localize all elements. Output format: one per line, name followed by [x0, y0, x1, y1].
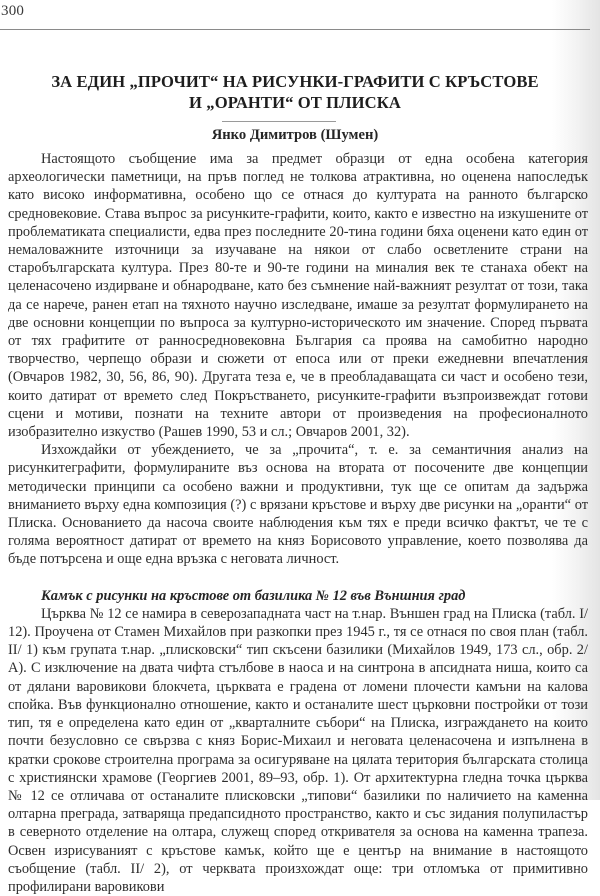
section-heading: Камък с рисунки на кръстове от базилика № 12 във Външния град — [41, 587, 466, 604]
title-line-2: И „ОРАНТИ“ ОТ ПЛИСКА — [189, 93, 401, 112]
page-number: 300 — [1, 3, 25, 19]
title-divider — [222, 121, 336, 122]
article-author: Янко Димитров (Шумен) — [211, 127, 379, 143]
paragraph-intro: Настоящото съобщение има за предмет образци от една особена категория археологически паметници, на пръв поглед не толкова атрактивна, но оценена напоследък като високо информативна, особено що се отнася до културата на ранното българско средновековие. Става въпрос за рисунките-графити, които, както е известно на изкушените от проблематиката специалисти, едва през последните 20-тина години бяха оценени като един от немаловажните източници за изучаване на някои от слабо осветлените страни на старобългарската култура. През 80-те и 90-те години на миналия век те станаха обект на целенасочено издирване и обнародване, като без съмнение най-важният резултат от този, така да се нарече, ранен етап на тяхното научно изследване, имаше за резултат формулирането на две основни концепции по въпроса за културно-историческото им значение. Според първата от тях графитите от ранносредновековна България са проява на самобитно народно творчество, черпещо образи и сюжети от епоса или от преки ежедневни впечатления (Овчаров 1982, 30, 56, 86, 90). Другата теза е, че в преобладаващата си част и особено тези, които датират от времето след Покръстването, рисунките-графити възпроизвеждат готови сцени и мотиви, познати на техните автори от произведения на професионалното изобразително изкуство (Рашев 1990, 53 и сл.; Овчаров 2001, 32). — [8, 151, 588, 441]
article-title — [0, 71, 590, 113]
paragraph-approach: Изхождайки от убеждението, че за „прочита“, т. е. за семантичния анализ на рисункитеграфити, формулираните въз основа на втората от посочените две концепции методически принципи са особено важни и продуктивни, тук ще се опитам да задържа вниманието върху една композиция (?) с врязани кръстове и върху две рисунки на „оранти“ от Плиска. Основанието да насоча своите наблюдения към тях е преди всичко фактът, че те с голяма вероятност датират от времето на княз Борисовото управление, което позволява да бъде потърсена и още една връзка с неговата личност. — [8, 442, 588, 568]
article-body — [8, 150, 588, 896]
title-line-1: ЗА ЕДИН „ПРОЧИТ“ НА РИСУНКИ-ГРАФИТИ С КРЪСТОВЕ — [51, 72, 539, 91]
paragraph-church-12: Църква № 12 се намира в северозападната част на т.нар. Външен град на Плиска (табл. I/ 12). Проучена от Стамен Михайлов при разкопки през 1945 г., тя се отнася по своя план (табл. II/ 1) към групата т.нар. „плисковски“ тип скъсени базилики (Михайлов 1949, 173 сл., обр. 2/ А). С изключение на двата чифта стълбове в наоса и на синтрона в апсидната ниша, които са от дялани варовикови блокчета, църквата е градена от ломени плочести камъни на калова спойка. Във функционално отношение, както и останалите шест църковни постройки от този тип, тя е определена като един от „кварталните събори“ на Плиска, изграждането на които почти безусловно се свързва с княз Борис-Михаил и неговата целенасочена и изпълнена в кратки срокове строителна програма за осигуряване на цялата територия българската столица с християнски храмове (Георгиев 2001, 89–93, обр. 1). От архитектурна гледна точка църква № 12 се отличава от останалите плисковски „типови“ базилики по наличието на каменна олтарна преграда, затваряща предапсидното пространство, както и със зидания полупиластър в северното отделение на олтара, служещ според откривателя за основа на каменна трапеза. Освен изрисуваният с кръстове камък, който ще е център на внимание в настоящото съобщение (табл. II/ 2), от черквата произхождат още: три отломъка от примитивно профилирани варовикови — [8, 605, 588, 895]
header-rule — [0, 29, 590, 30]
